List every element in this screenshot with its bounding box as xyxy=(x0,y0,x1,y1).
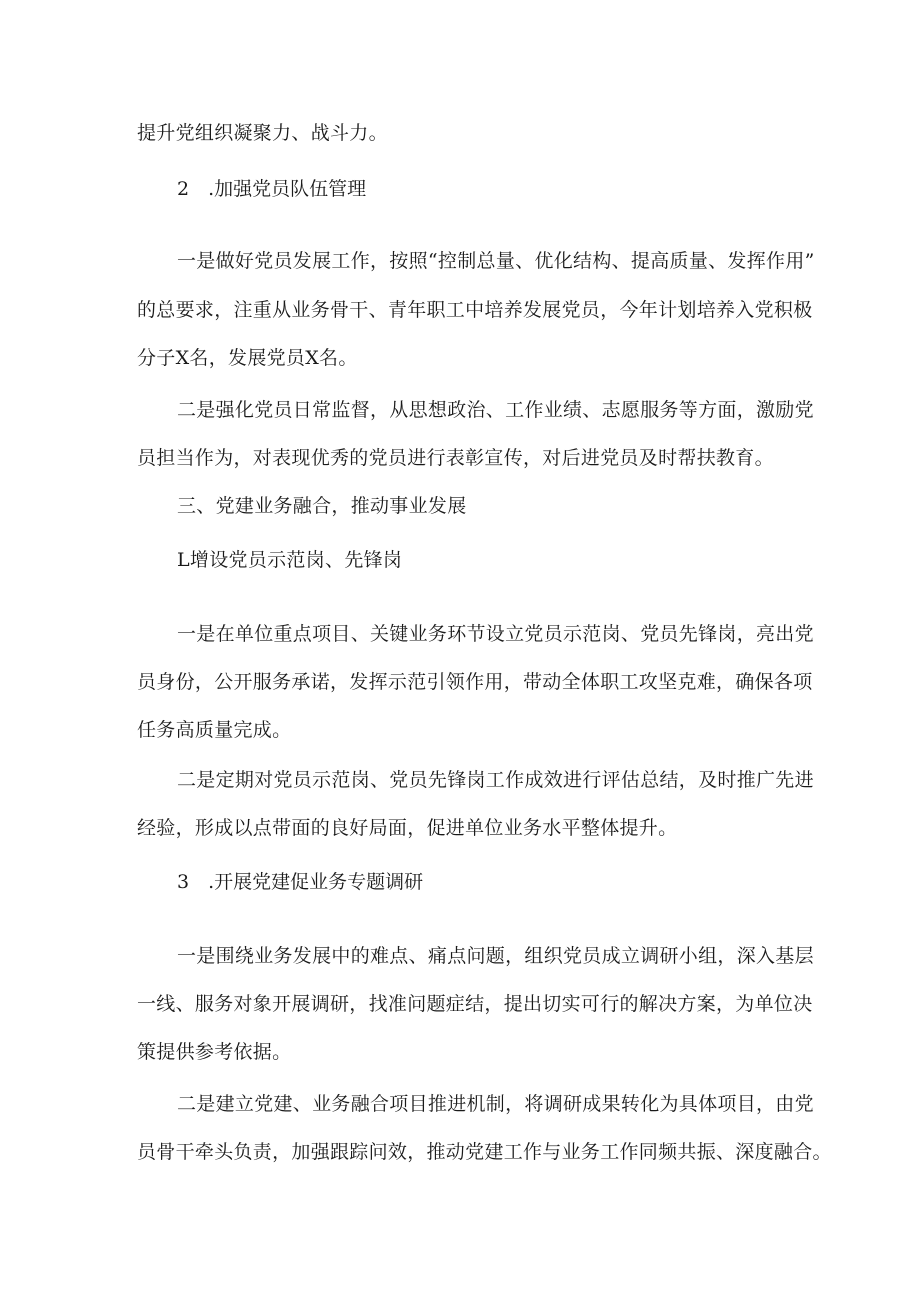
paragraph-line: 提升党组织凝聚力、战斗力。 xyxy=(137,122,388,144)
paragraph-line: 一是围绕业务发展中的难点、痛点问题，组织党员成立调研小组，深入基层 xyxy=(177,945,814,967)
paragraph-line: 经验，形成以点带面的良好局面，促进单位业务水平整体提升。 xyxy=(137,817,678,839)
paragraph-line: 分子X名，发展党员X名。 xyxy=(137,347,358,369)
paragraph-line: 员担当作为，对表现优秀的党员进行表彰宣传，对后进党员及时帮扶教育。 xyxy=(137,447,774,469)
paragraph-line: 一线、服务对象开展调研，找准问题症结，提出切实可行的解决方案，为单位决 xyxy=(137,993,813,1015)
paragraph-line: 策提供参考依据。 xyxy=(137,1041,292,1063)
paragraph-line: 一是在单位重点项目、关键业务环节设立党员示范岗、党员先锋岗，亮出党 xyxy=(177,623,814,645)
chapter-heading-3: 三、党建业务融合，推动事业发展 xyxy=(177,495,467,517)
paragraph-line: 二是强化党员日常监督，从思想政治、工作业绩、志愿服务等方面，激励党 xyxy=(177,399,814,421)
paragraph-line: 任务高质量完成。 xyxy=(137,719,292,741)
section-heading-3: 3 .开展党建促业务专题调研 xyxy=(177,871,424,893)
paragraph-line: 员骨干牵头负责，加强跟踪问效，推动党建工作与业务工作同频共振、深度融合。 xyxy=(137,1141,832,1163)
paragraph-line: 二是定期对党员示范岗、党员先锋岗工作成效进行评估总结，及时推广先进 xyxy=(177,769,814,791)
paragraph-line: 的总要求，注重从业务骨干、青年职工中培养发展党员，今年计划培养入党积极 xyxy=(137,299,813,321)
paragraph-line: 员身份，公开服务承诺，发挥示范引领作用，带动全体职工攻坚克难，确保各项 xyxy=(137,671,813,693)
section-heading-1: L增设党员示范岗、先锋岗 xyxy=(177,549,403,571)
paragraph-line: 二是建立党建、业务融合项目推进机制，将调研成果转化为具体项目，由党 xyxy=(177,1093,814,1115)
section-heading-2: 2 .加强党员队伍管理 xyxy=(177,178,367,200)
paragraph-line: 一是做好党员发展工作，按照“控制总量、优化结构、提高质量、发挥作用” xyxy=(177,250,815,272)
